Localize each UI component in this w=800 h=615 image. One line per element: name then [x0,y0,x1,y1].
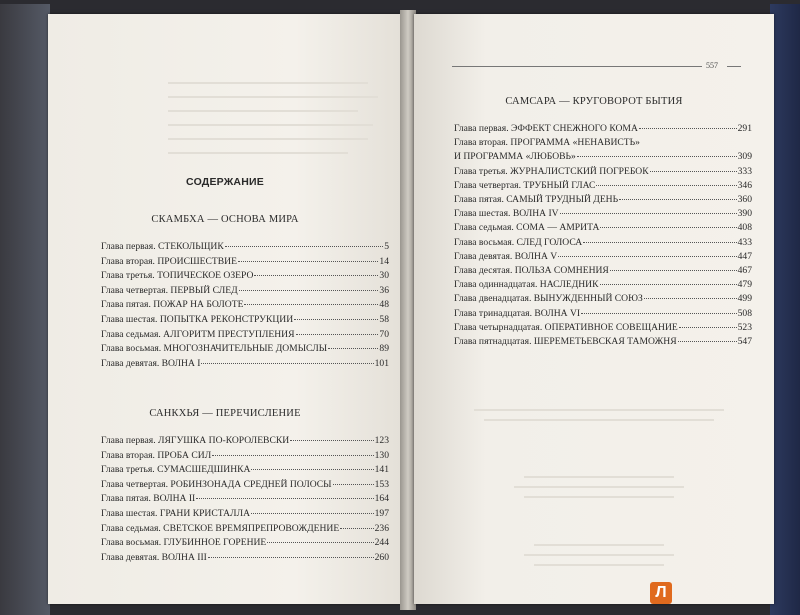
chapter-title: Глава шестая. ВОЛНА IV [454,208,559,220]
leader-dots [201,362,373,364]
chapter-page-number: 36 [379,284,389,296]
toc-entry [101,434,389,449]
header-rule [452,66,702,67]
chapter-page-number: 70 [379,328,389,340]
toc-entry [454,165,752,179]
chapter-page-number: 101 [374,357,389,369]
chapter-title: Глава седьмая. АЛГОРИТМ ПРЕСТУПЛЕНИЯ [101,328,295,340]
chapter-page-number: 346 [737,179,752,191]
chapter-page-number: 14 [379,255,389,267]
leader-dots [600,226,736,228]
toc-entry [454,264,752,278]
leader-dots [560,212,737,214]
chapter-title: Глава пятая. САМЫЙ ТРУДНЫЙ ДЕНЬ [454,194,619,206]
toc-entry [101,328,389,343]
leader-dots [296,333,379,335]
toc-entry [101,284,389,299]
leader-dots [238,260,378,262]
leader-dots [290,439,373,441]
chapter-page-number: 291 [737,123,752,134]
leader-dots [340,527,373,529]
toc-entry [101,492,389,507]
chapter-page-number: 164 [374,493,389,505]
toc-entry [454,250,752,264]
part-heading-skambha: СКАМБХА — ОСНОВА МИРА [151,214,299,225]
leader-dots [619,198,736,200]
leader-dots [639,127,737,129]
chapter-title: Глава первая. ЛЯГУШКА ПО-КОРОЛЕВСКИ [101,435,290,446]
chapter-title: Глава шестая. ГРАНИ КРИСТАЛЛА [101,507,251,519]
chapter-page-number: 141 [374,464,389,476]
toc-entry [101,240,389,255]
leader-dots [678,340,737,342]
toc-part-samsara [454,122,752,349]
toc-entry [101,478,389,493]
toc-entry [101,342,389,357]
leader-dots [581,312,737,314]
book-cover-right-edge [770,4,800,615]
chapter-title: Глава первая. СТЕКОЛЬЩИК [101,241,224,252]
chapter-title: Глава третья. ЖУРНАЛИСТСКИЙ ПОГРЕБОК [454,165,649,177]
chapter-page-number: 433 [737,236,752,248]
toc-part-skambha [101,240,389,371]
chapter-page-number: 123 [374,435,389,446]
leader-dots [328,347,378,349]
toc-entry [101,551,389,566]
leader-dots [239,289,379,291]
toc-entry [454,278,752,292]
chapter-page-number: 479 [737,279,752,291]
chapter-title: Глава четырнадцатая. ОПЕРАТИВНОЕ СОВЕЩАНИЕ [454,321,678,333]
chapter-title: Глава вторая. ПРОБА СИЛ [101,449,212,461]
chapter-page-number: 390 [737,208,752,220]
toc-entry [454,122,752,136]
chapter-page-number: 197 [374,507,389,519]
toc-entry [454,321,752,335]
toc-entry [454,207,752,221]
chapter-title: Глава четвертая. ТРУБНЫЙ ГЛАС [454,179,596,191]
leader-dots [577,155,737,157]
leader-dots [212,454,373,456]
part-heading-sankhya: САНКХЬЯ — ПЕРЕЧИСЛЕНИЕ [149,408,301,419]
toc-entry [454,236,752,250]
chapter-title: Глава пятая. ВОЛНА II [101,493,196,505]
toc-entry [101,357,389,372]
toc-entry [454,150,752,164]
toc-entry [454,335,752,349]
chapter-page-number: 499 [737,293,752,305]
chapter-title: Глава третья. СУМАСШЕДШИНКА [101,464,251,476]
chapter-title: Глава девятая. ВОЛНА V [454,250,558,262]
right-page [414,14,774,604]
chapter-page-number: 260 [374,551,389,563]
chapter-title: Глава седьмая. СВЕТСКОЕ ВРЕМЯПРЕПРОВОЖДЕНИЕ [101,522,340,534]
chapter-title: Глава восьмая. МНОГОЗНАЧИТЕЛЬНЫЕ ДОМЫСЛЫ [101,343,328,355]
chapter-title: Глава девятая. ВОЛНА I [101,357,201,369]
chapter-title: Глава пятнадцатая. ШЕРЕМЕТЬЕВСКАЯ ТАМОЖНЯ [454,336,677,348]
chapter-title: Глава восьмая. СЛЕД ГОЛОСА [454,236,583,248]
leader-dots [333,483,374,485]
toc-entry [101,255,389,270]
chapter-title: Глава двенадцатая. ВЫНУЖДЕННЫЙ СОЮЗ [454,293,643,305]
leader-dots [600,283,737,285]
leader-dots [267,541,373,543]
chapter-page-number: 408 [737,222,752,234]
toc-entry [101,522,389,537]
toc-entry [101,449,389,464]
leader-dots [294,318,378,320]
toc-entry [101,269,389,284]
chapter-title: Глава седьмая. СОМА — АМРИТА [454,222,600,234]
toc-entry [454,307,752,321]
chapter-page-number: 360 [737,194,752,206]
toc-entry [454,179,752,193]
chapter-page-number: 130 [374,449,389,461]
toc-entry [101,298,389,313]
chapter-title: Глава тринадцатая. ВОЛНА VI [454,307,581,319]
chapter-page-number: 309 [737,151,752,163]
chapter-page-number: 523 [737,321,752,333]
chapter-page-number: 153 [374,478,389,490]
leader-dots [610,269,737,271]
chapter-title: Глава вторая. ПРОГРАММА «НЕНАВИСТЬ» [454,137,640,149]
leader-dots [244,303,378,305]
chapter-title: Глава четвертая. РОБИНЗОНАДА СРЕДНЕЙ ПОЛОСЫ [101,478,332,490]
chapter-title: И ПРОГРАММА «ЛЮБОВЬ» [454,151,576,163]
chapter-title: Глава вторая. ПРОИСШЕСТВИЕ [101,255,237,267]
chapter-page-number: 5 [384,241,389,252]
leader-dots [679,326,737,328]
chapter-page-number: 467 [737,265,752,277]
leader-dots [225,245,383,247]
left-page [48,14,402,604]
chapter-page-number: 58 [379,313,389,325]
chapter-page-number: 236 [374,522,389,534]
leader-dots [254,274,378,276]
chapter-page-number: 48 [379,299,389,311]
toc-entry [101,463,389,478]
chapter-title: Глава первая. ЭФФЕКТ СНЕЖНОГО КОМА [454,123,638,134]
part-heading-samsara: САМСАРА — КРУГОВОРОТ БЫТИЯ [505,96,683,107]
chapter-page-number: 30 [379,270,389,282]
chapter-page-number: 89 [379,343,389,355]
leader-dots [596,184,736,186]
chapter-title: Глава четвертая. ПЕРВЫЙ СЛЕД [101,284,238,296]
toc-entry [454,221,752,235]
chapter-title: Глава одиннадцатая. НАСЛЕДНИК [454,279,599,291]
toc-entry [101,536,389,551]
chapter-title: Глава восьмая. ГЛУБИННОЕ ГОРЕНИЕ [101,537,267,549]
chapter-page-number: 333 [737,165,752,177]
chapter-title: Глава девятая. ВОЛНА III [101,551,207,563]
chapter-page-number: 244 [374,537,389,549]
chapter-title: Глава третья. ТОПИЧЕСКОЕ ОЗЕРО [101,270,254,282]
chapter-page-number: 547 [737,336,752,348]
leader-dots [583,241,736,243]
toc-entry [454,292,752,306]
leader-dots [208,556,374,558]
leader-dots [558,255,736,257]
publisher-logo-icon: Л [650,582,672,604]
leader-dots [251,468,373,470]
book-cover-left-edge [0,4,50,615]
leader-dots [251,512,374,514]
leader-dots [644,297,737,299]
page-number: 557 [706,61,718,70]
toc-entry [101,313,389,328]
leader-dots [650,170,737,172]
leader-dots [196,497,373,499]
chapter-title: Глава шестая. ПОПЫТКА РЕКОНСТРУКЦИИ [101,313,294,325]
toc-part-sankhya [101,434,389,565]
chapter-title: Глава пятая. ПОЖАР НА БОЛОТЕ [101,299,244,311]
toc-entry [454,136,752,150]
toc-entry [101,507,389,522]
chapter-page-number: 447 [737,250,752,262]
chapter-title: Глава десятая. ПОЛЬЗА СОМНЕНИЯ [454,265,609,277]
contents-title: СОДЕРЖАНИЕ [186,176,264,188]
toc-entry [454,193,752,207]
chapter-page-number: 508 [737,307,752,319]
